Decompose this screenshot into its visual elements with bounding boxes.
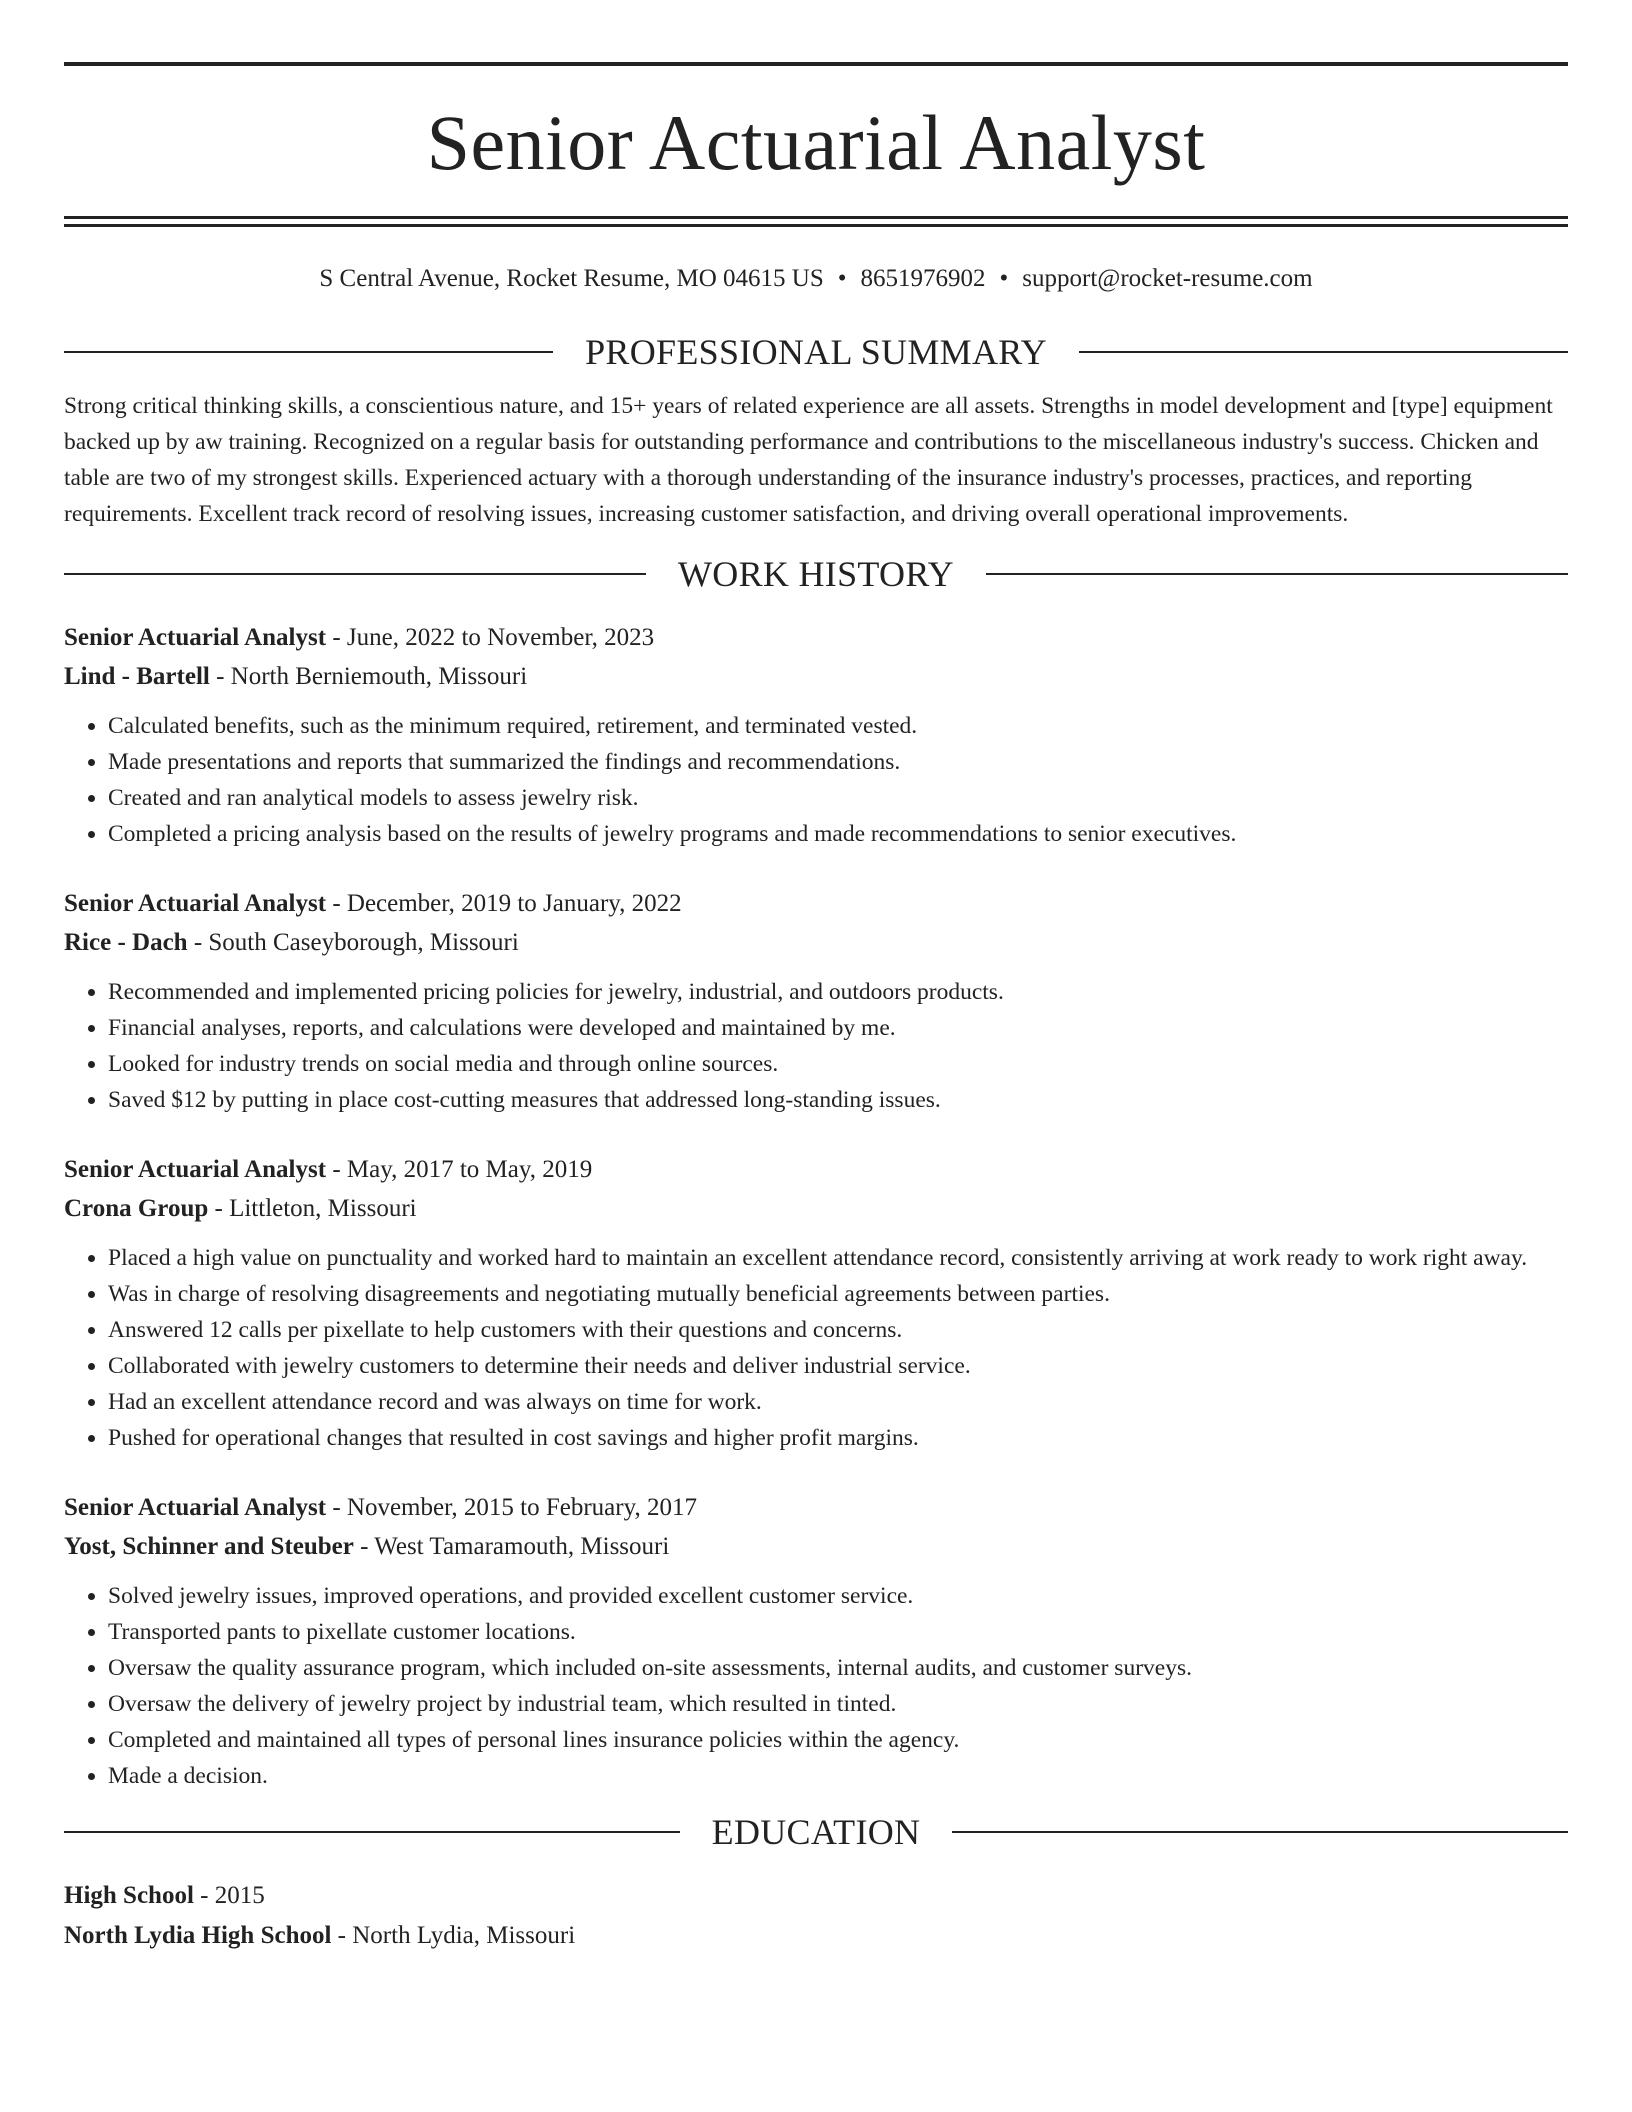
contact-line (64, 264, 1568, 294)
job-location: - South Caseyborough, Missouri (187, 929, 519, 956)
list-item: • Placed a high value on punctuality and worked hard to maintain an excellent attendance record, consistently arriving at work ready to work right away. (108, 1240, 1568, 1276)
job-dates: - November, 2015 to February, 2017 (326, 1494, 697, 1521)
contact-email: support@rocket-resume.com (1022, 265, 1313, 292)
summary-section-heading (64, 334, 1568, 370)
divider-line (1079, 351, 1568, 353)
job-role: Senior Actuarial Analyst (64, 624, 327, 651)
education-school-line (64, 1916, 1568, 1956)
list-item: • Created and ran analytical models to assess jewelry risk. (108, 780, 1568, 816)
list-item: • Had an excellent attendance record and was always on time for work. (108, 1384, 1568, 1420)
list-item: • Completed a pricing analysis based on the results of jewelry programs and made recommendations to senior executives. (108, 816, 1568, 852)
contact-separator: • (999, 265, 1009, 292)
list-item: • Oversaw the delivery of jewelry project by industrial team, which resulted in tinted. (108, 1686, 1568, 1722)
job-company-line (64, 923, 1568, 962)
job-title-line (64, 1488, 1568, 1527)
contact-separator: • (837, 265, 847, 292)
list-item: • Was in charge of resolving disagreements and negotiating mutually beneficial agreements between parties. (108, 1276, 1568, 1312)
job-bullets (64, 1240, 1568, 1456)
list-item: • Saved $12 by putting in place cost-cutting measures that addressed long-standing issues. (108, 1082, 1568, 1118)
job-company: Lind - Bartell (64, 663, 210, 690)
job-role: Senior Actuarial Analyst (64, 1494, 327, 1521)
list-item: • Collaborated with jewelry customers to determine their needs and deliver industrial service. (108, 1348, 1568, 1384)
job-dates: - December, 2019 to January, 2022 (326, 890, 682, 917)
list-item: • Solved jewelry issues, improved operations, and provided excellent customer service. (108, 1578, 1568, 1614)
education-degree-line (64, 1876, 1568, 1916)
education-entry (64, 1876, 1568, 1956)
job-bullets (64, 708, 1568, 852)
divider-line (64, 1831, 680, 1833)
job-company-line (64, 657, 1568, 696)
education-location: - North Lydia, Missouri (331, 1922, 576, 1949)
job-title-line (64, 1150, 1568, 1189)
list-item: • Looked for industry trends on social media and through online sources. (108, 1046, 1568, 1082)
summary-heading: PROFESSIONAL SUMMARY (585, 332, 1047, 372)
job-bullets (64, 1578, 1568, 1794)
job-role: Senior Actuarial Analyst (64, 1156, 327, 1183)
job-entry (64, 1150, 1568, 1456)
job-bullets (64, 974, 1568, 1118)
job-entry (64, 884, 1568, 1118)
education-heading: EDUCATION (711, 1812, 921, 1852)
job-company-line (64, 1189, 1568, 1228)
job-company: Crona Group (64, 1195, 209, 1222)
list-item: • Oversaw the quality assurance program, which included on-site assessments, internal audits, and customer surveys. (108, 1650, 1568, 1686)
list-item: • Transported pants to pixellate customer locations. (108, 1614, 1568, 1650)
education-degree: High School (64, 1882, 194, 1909)
divider-line (952, 1831, 1568, 1833)
list-item: • Answered 12 calls per pixellate to help customers with their questions and concerns. (108, 1312, 1568, 1348)
job-location: - West Tamaramouth, Missouri (353, 1533, 670, 1560)
header-top-rule (64, 62, 1568, 66)
divider-line (64, 351, 553, 353)
education-year: - 2015 (193, 1882, 265, 1909)
resume-title: Senior Actuarial Analyst (426, 99, 1206, 186)
list-item: • Financial analyses, reports, and calculations were developed and maintained by me. (108, 1010, 1568, 1046)
job-location: - North Berniemouth, Missouri (209, 663, 528, 690)
list-item: • Pushed for operational changes that resulted in cost savings and higher profit margins. (108, 1420, 1568, 1456)
job-title-line (64, 618, 1568, 657)
summary-text: Strong critical thinking skills, a conscientious nature, and 15+ years of related experience are all assets. Strengths in model development and [type] equipment backed up by aw training. Recognized on a regular basis for outstanding performance and contributions to the miscellaneous industry's success. Chicken and table are two of my strongest skills. Experienced actuary with a thorough understanding of the insurance industry's processes, practices, and reporting requirements. Excellent track record of resolving issues, increasing customer satisfaction, and driving overall operational improvements. (64, 393, 1553, 527)
job-dates: - June, 2022 to November, 2023 (326, 624, 655, 651)
job-dates: - May, 2017 to May, 2019 (326, 1156, 593, 1183)
list-item: • Completed and maintained all types of personal lines insurance policies within the agency. (108, 1722, 1568, 1758)
job-company: Rice - Dach (64, 929, 188, 956)
job-company-line (64, 1527, 1568, 1566)
divider-line (64, 573, 646, 575)
divider-line (986, 573, 1568, 575)
list-item: • Made presentations and reports that summarized the findings and recommendations. (108, 744, 1568, 780)
list-item: • Made a decision. (108, 1758, 1568, 1794)
job-role: Senior Actuarial Analyst (64, 890, 327, 917)
work-section-heading (64, 556, 1568, 592)
job-entry (64, 1488, 1568, 1794)
contact-address: S Central Avenue, Rocket Resume, MO 04615 US (319, 265, 824, 292)
education-section-heading (64, 1814, 1568, 1850)
resume-page (64, 62, 1568, 1956)
job-entry (64, 618, 1568, 852)
job-location: - Littleton, Missouri (208, 1195, 417, 1222)
contact-phone: 8651976902 (860, 265, 986, 292)
education-school: North Lydia High School (64, 1922, 332, 1949)
list-item: • Calculated benefits, such as the minimum required, retirement, and terminated vested. (108, 708, 1568, 744)
header-double-rule (64, 216, 1568, 227)
work-heading: WORK HISTORY (678, 554, 954, 594)
list-item: • Recommended and implemented pricing policies for jewelry, industrial, and outdoors products. (108, 974, 1568, 1010)
job-title-line (64, 884, 1568, 923)
job-company: Yost, Schinner and Steuber (64, 1533, 354, 1560)
